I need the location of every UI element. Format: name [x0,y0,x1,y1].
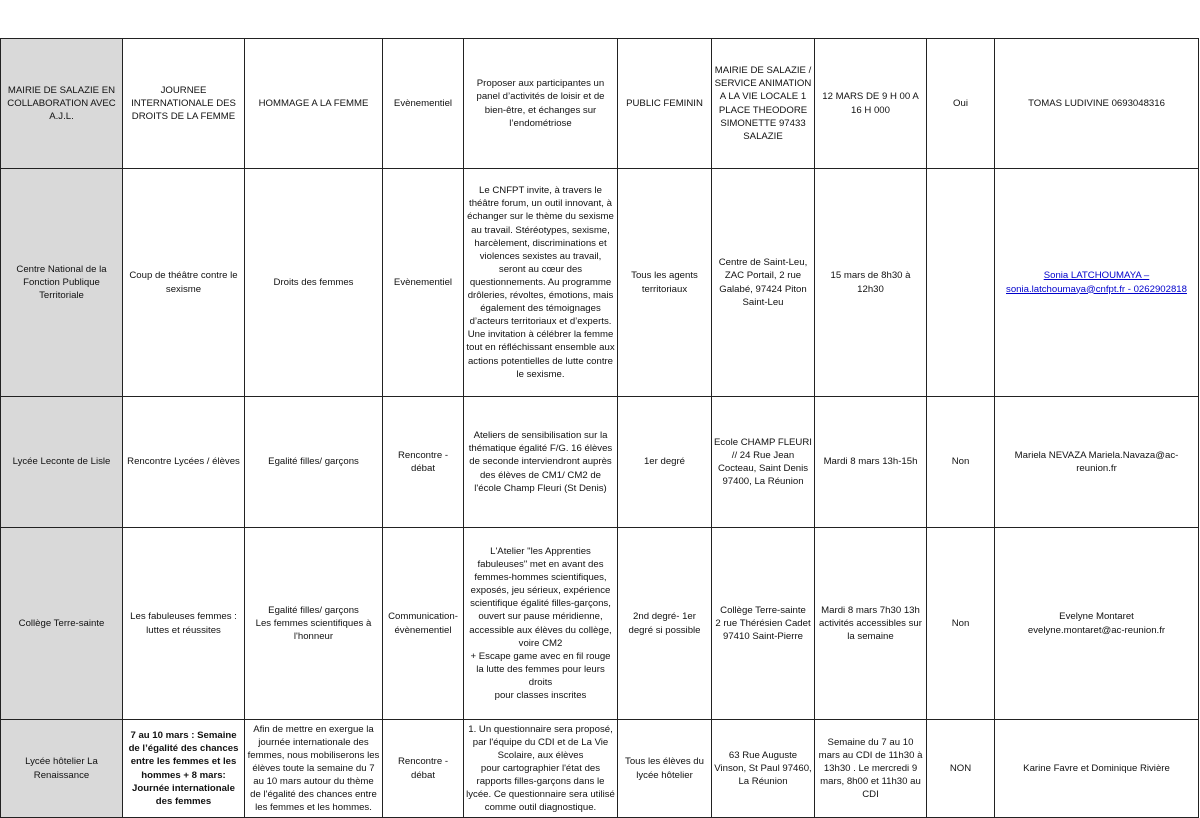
theme-cell: Droits des femmes [245,169,383,397]
contact-cell: Evelyne Montaret evelyne.montaret@ac-reunion.fr [995,528,1199,720]
event-type-cell: Rencontre - débat [383,720,464,818]
table-row [1,169,1199,397]
open-to-public-cell: Non [927,528,995,720]
contact-cell: TOMAS LUDIVINE 0693048316 [995,39,1199,169]
description-cell: Ateliers de sensibilisation sur la thématique égalité F/G. 16 élèves de seconde interviendront auprès des élèves de CM1/ CM2 de l'école Champ Fleuri (St Denis) [464,397,618,528]
description-cell: L'Atelier "les Apprenties fabuleuses" met en avant des femmes-hommes scientifiques, exposés, jeu sérieux, expérience scientifique égalité filles-garçons, ouvert sur pause méridienne, accessible aux élèves du collège, voire CM2 + Escape game avec en fil rouge la lutte des femmes pour leurs droits pour classes inscrites [464,528,618,720]
table-row [1,39,1199,169]
event-type-cell: Rencontre - débat [383,397,464,528]
location-cell: Centre de Saint-Leu, ZAC Portail, 2 rue Galabé, 97424 Piton Saint-Leu [712,169,815,397]
contact-email-link[interactable]: Sonia LATCHOUMAYA – sonia.latchoumaya@cnfpt.fr - 0262902818 [1006,270,1187,295]
description-cell: Le CNFPT invite, à travers le théâtre forum, un outil innovant, à échanger sur le thème du sexisme au travail. Stéréotypes, sexisme, harcèlement, discriminations et violences sexistes au travail, seront au cœur des questionnements. Au programme drôleries, révoltes, émotions, mais également des témoignages d’acteurs territoriaux et d’experts. Une invitation à célébrer la femme tout en réfléchissant ensemble aux actions potentielles de lutte contre le sexisme. [464,169,618,397]
contact-cell [995,169,1199,397]
event-type-cell: Evènementiel [383,169,464,397]
contact-cell: Mariela NEVAZA Mariela.Navaza@ac-reunion.fr [995,397,1199,528]
contact-cell: Karine Favre et Dominique Rivière [995,720,1199,818]
event-title-cell: Rencontre Lycées / élèves [123,397,245,528]
audience-cell: 1er degré [618,397,712,528]
date-cell: Mardi 8 mars 7h30 13h activités accessibles sur la semaine [815,528,927,720]
event-title-cell: 7 au 10 mars : Semaine de l’égalité des chances entre les femmes et les hommes + 8 mars: Journée internationale des femmes [123,720,245,818]
date-cell: Mardi 8 mars 13h-15h [815,397,927,528]
location-cell: Ecole CHAMP FLEURI // 24 Rue Jean Cocteau, Saint Denis 97400, La Réunion [712,397,815,528]
theme-cell: Egalité filles/ garçons [245,397,383,528]
theme-cell: Afin de mettre en exergue la journée internationale des femmes, nous mobiliserons les élèves toute la semaine du 7 au 10 mars autour du thème de l'égalité des chances entre les femmes et les hommes. [245,720,383,818]
description-cell: Proposer aux participantes un panel d’activités de loisir et de bien-être, et échanges sur l’endométriose [464,39,618,169]
audience-cell: Tous les agents territoriaux [618,169,712,397]
event-type-cell: Communication-évènementiel [383,528,464,720]
audience-cell: PUBLIC FEMININ [618,39,712,169]
audience-cell: Tous les élèves du lycée hôtelier [618,720,712,818]
location-cell: Collège Terre-sainte 2 rue Thérésien Cadet 97410 Saint-Pierre [712,528,815,720]
theme-cell: HOMMAGE A LA FEMME [245,39,383,169]
organizer-cell: Collège Terre-sainte [1,528,123,720]
table-row [1,528,1199,720]
organizer-cell: MAIRIE DE SALAZIE EN COLLABORATION AVEC A.J.L. [1,39,123,169]
audience-cell: 2nd degré- 1er degré si possible [618,528,712,720]
open-to-public-cell: NON [927,720,995,818]
open-to-public-cell: Oui [927,39,995,169]
table-row [1,720,1199,818]
event-title-cell: Coup de théâtre contre le sexisme [123,169,245,397]
event-title-cell: JOURNEE INTERNATIONALE DES DROITS DE LA FEMME [123,39,245,169]
organizer-cell: Lycée Leconte de Lisle [1,397,123,528]
date-cell: 12 MARS DE 9 H 00 A 16 H 000 [815,39,927,169]
organizer-cell: Centre National de la Fonction Publique Territoriale [1,169,123,397]
date-cell: 15 mars de 8h30 à 12h30 [815,169,927,397]
open-to-public-cell [927,169,995,397]
open-to-public-cell: Non [927,397,995,528]
date-cell: Semaine du 7 au 10 mars au CDI de 11h30 à 13h30 . Le mercredi 9 mars, 8h00 et 11h30 au CDI [815,720,927,818]
events-table [0,38,1199,818]
theme-cell: Egalité filles/ garçons Les femmes scientifiques à l'honneur [245,528,383,720]
table-row [1,397,1199,528]
event-type-cell: Evènementiel [383,39,464,169]
location-cell: 63 Rue Auguste Vinson, St Paul 97460, La Réunion [712,720,815,818]
description-cell: 1. Un questionnaire sera proposé, par l'équipe du CDI et de La Vie Scolaire, aux élèves pour cartographier l'état des rapports filles-garçons dans le lycée. Ce questionnaire sera utilisé comme outil diagnostique. [464,720,618,818]
location-cell: MAIRIE DE SALAZIE / SERVICE ANIMATION A LA VIE LOCALE 1 PLACE THEODORE SIMONETTE 97433 SALAZIE [712,39,815,169]
organizer-cell: Lycée hôtelier La Renaissance [1,720,123,818]
event-title-cell: Les fabuleuses femmes : luttes et réussites [123,528,245,720]
